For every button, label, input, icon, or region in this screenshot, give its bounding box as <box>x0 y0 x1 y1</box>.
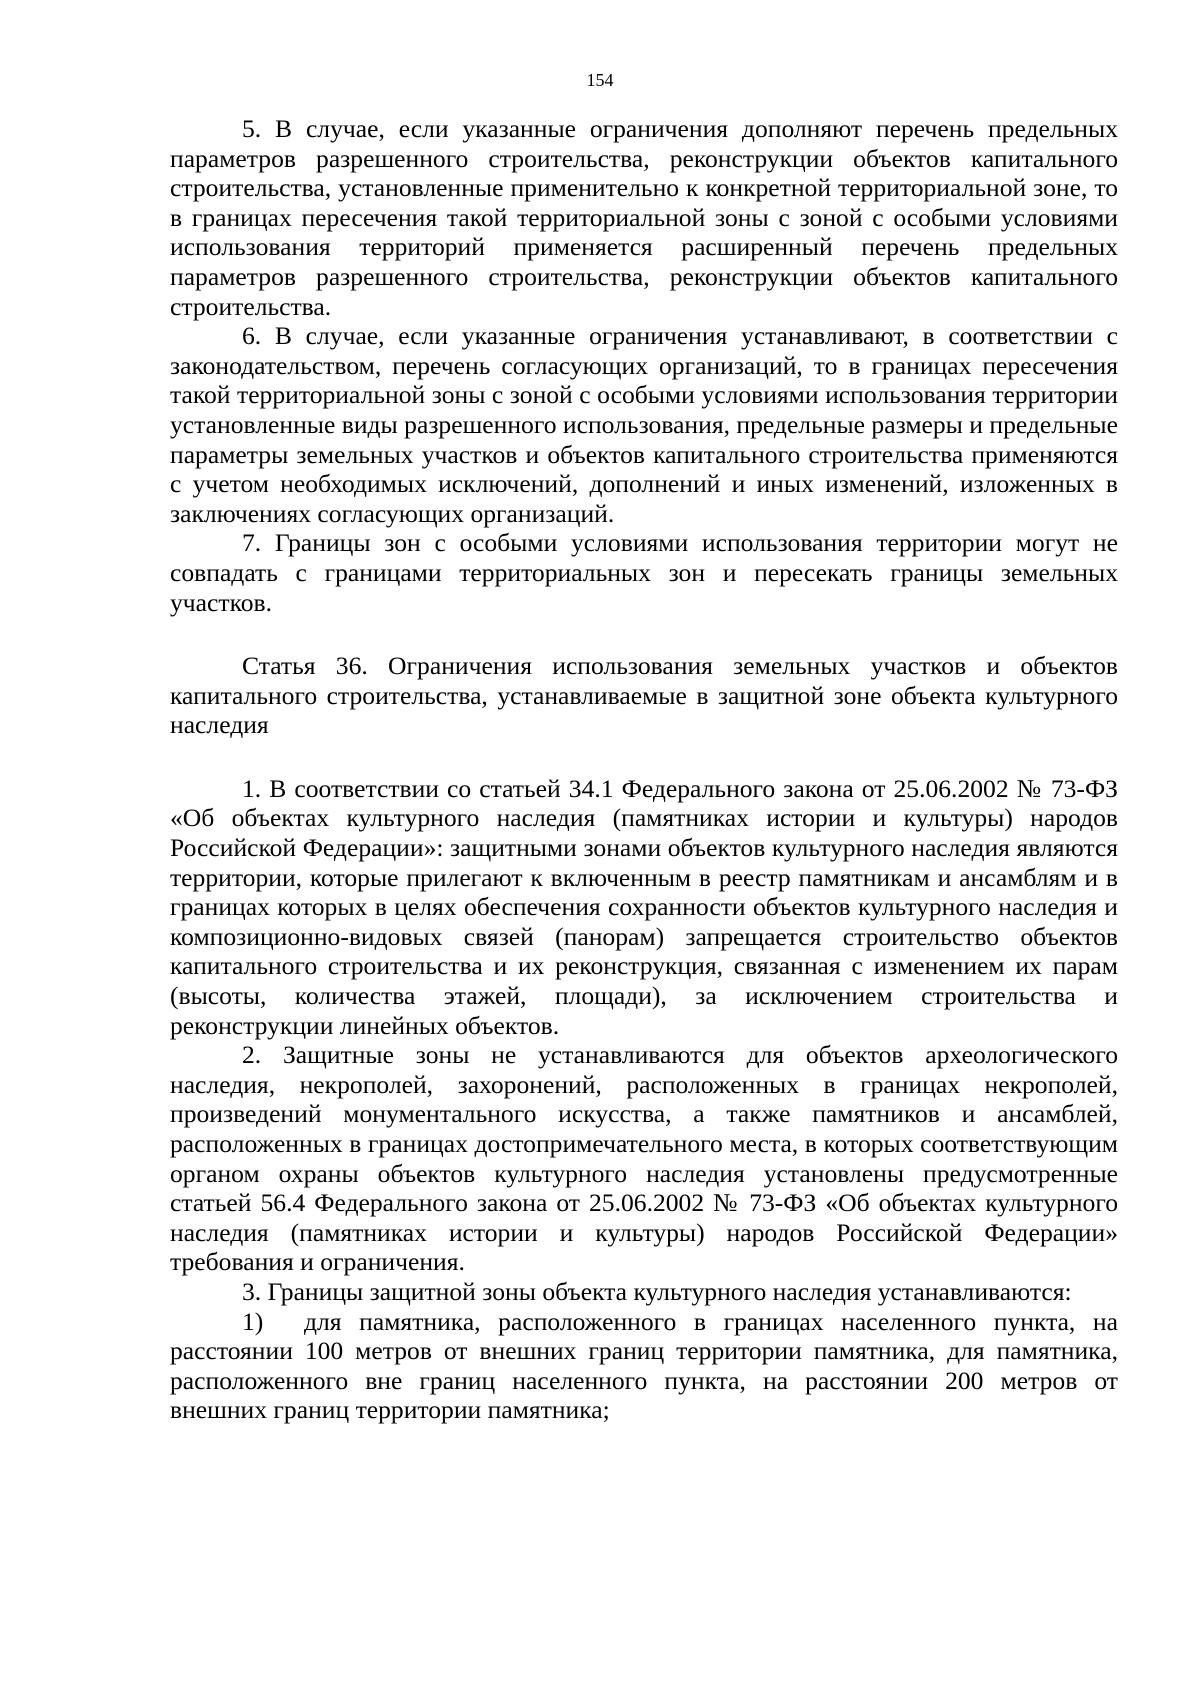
page-number: 154 <box>586 70 614 90</box>
article-paragraph-3: 3. Границы защитной зоны объекта культурного наследия устанавливаются: <box>242 1276 1072 1306</box>
paragraph-6: 6. В случае, если указанные ограничения устанавливают, в соответствии с законодательством, перечень согласующих организаций, то в границах пересечения такой территориальной зоны с зоной с особыми условиями использования территории установленные виды разрешенного использования, предельные размеры и предельные параметры земельных участков и объектов капитального строительства применяются с учетом необходимых исключений, дополнений и иных изменений, изложенных в заключениях согласующих организаций. <box>170 321 1118 528</box>
list-item-number: 1) <box>242 1306 264 1336</box>
article-list-item-1 <box>170 1307 1118 1425</box>
list-item-text: для памятника, расположенного в границах населенного пункта, на расстоянии 100 метров от внешних границ территории памятника, для памятника, расположенного вне границ населенного пункта, на расстоянии 200 метров от внешних границ территории памятника; <box>170 1306 1118 1425</box>
document-body <box>170 114 1118 1425</box>
paragraph-5: 5. В случае, если указанные ограничения дополняют перечень предельных параметров разрешенного строительства, реконструкции объектов капитального строительства, установленные применительно к конкретной территориальной зоне, то в границах пересечения такой территориальной зоны с зоной с особыми условиями использования территорий применяется расширенный перечень предельных параметров разрешенного строительства, реконструкции объектов капитального строительства. <box>170 114 1118 321</box>
article-paragraph-2: 2. Защитные зоны не устанавливаются для объектов археологического наследия, некрополей, захоронений, расположенных в границах некрополей, произведений монументального искусства, а также памятников и ансамблей, расположенных в границах достопримечательного места, в которых соответствующим органом охраны объектов культурного наследия установлены предусмотренные статьей 56.4 Федерального закона от 25.06.2002 № 73-ФЗ «Об объектах культурного наследия (памятниках истории и культуры) народов Российской Федерации» требования и ограничения. <box>170 1040 1118 1277</box>
article-paragraph-1: 1. В соответствии со статьей 34.1 Федерального закона от 25.06.2002 № 73-ФЗ «Об объектах культурного наследия (памятниках истории и культуры) народов Российской Федерации»: защитными зонами объектов культурного наследия являются территории, которые прилегают к включенным в реестр памятникам и ансамблям и в границах которых в целях обеспечения сохранности объектов культурного наследия и композиционно-видовых связей (панорам) запрещается строительство объектов капитального строительства и их реконструкция, связанная с изменением их парам (высоты, количества этажей, площади), за исключением строительства и реконструкции линейных объектов. <box>170 773 1118 1040</box>
paragraph-7: 7. Границы зон с особыми условиями использования территории могут не совпадать с границами территориальных зон и пересекать границы земельных участков. <box>170 528 1118 617</box>
article-36-heading: Статья 36. Ограничения использования земельных участков и объектов капитального строительства, устанавливаемые в защитной зоне объекта культурного наследия <box>170 651 1118 740</box>
